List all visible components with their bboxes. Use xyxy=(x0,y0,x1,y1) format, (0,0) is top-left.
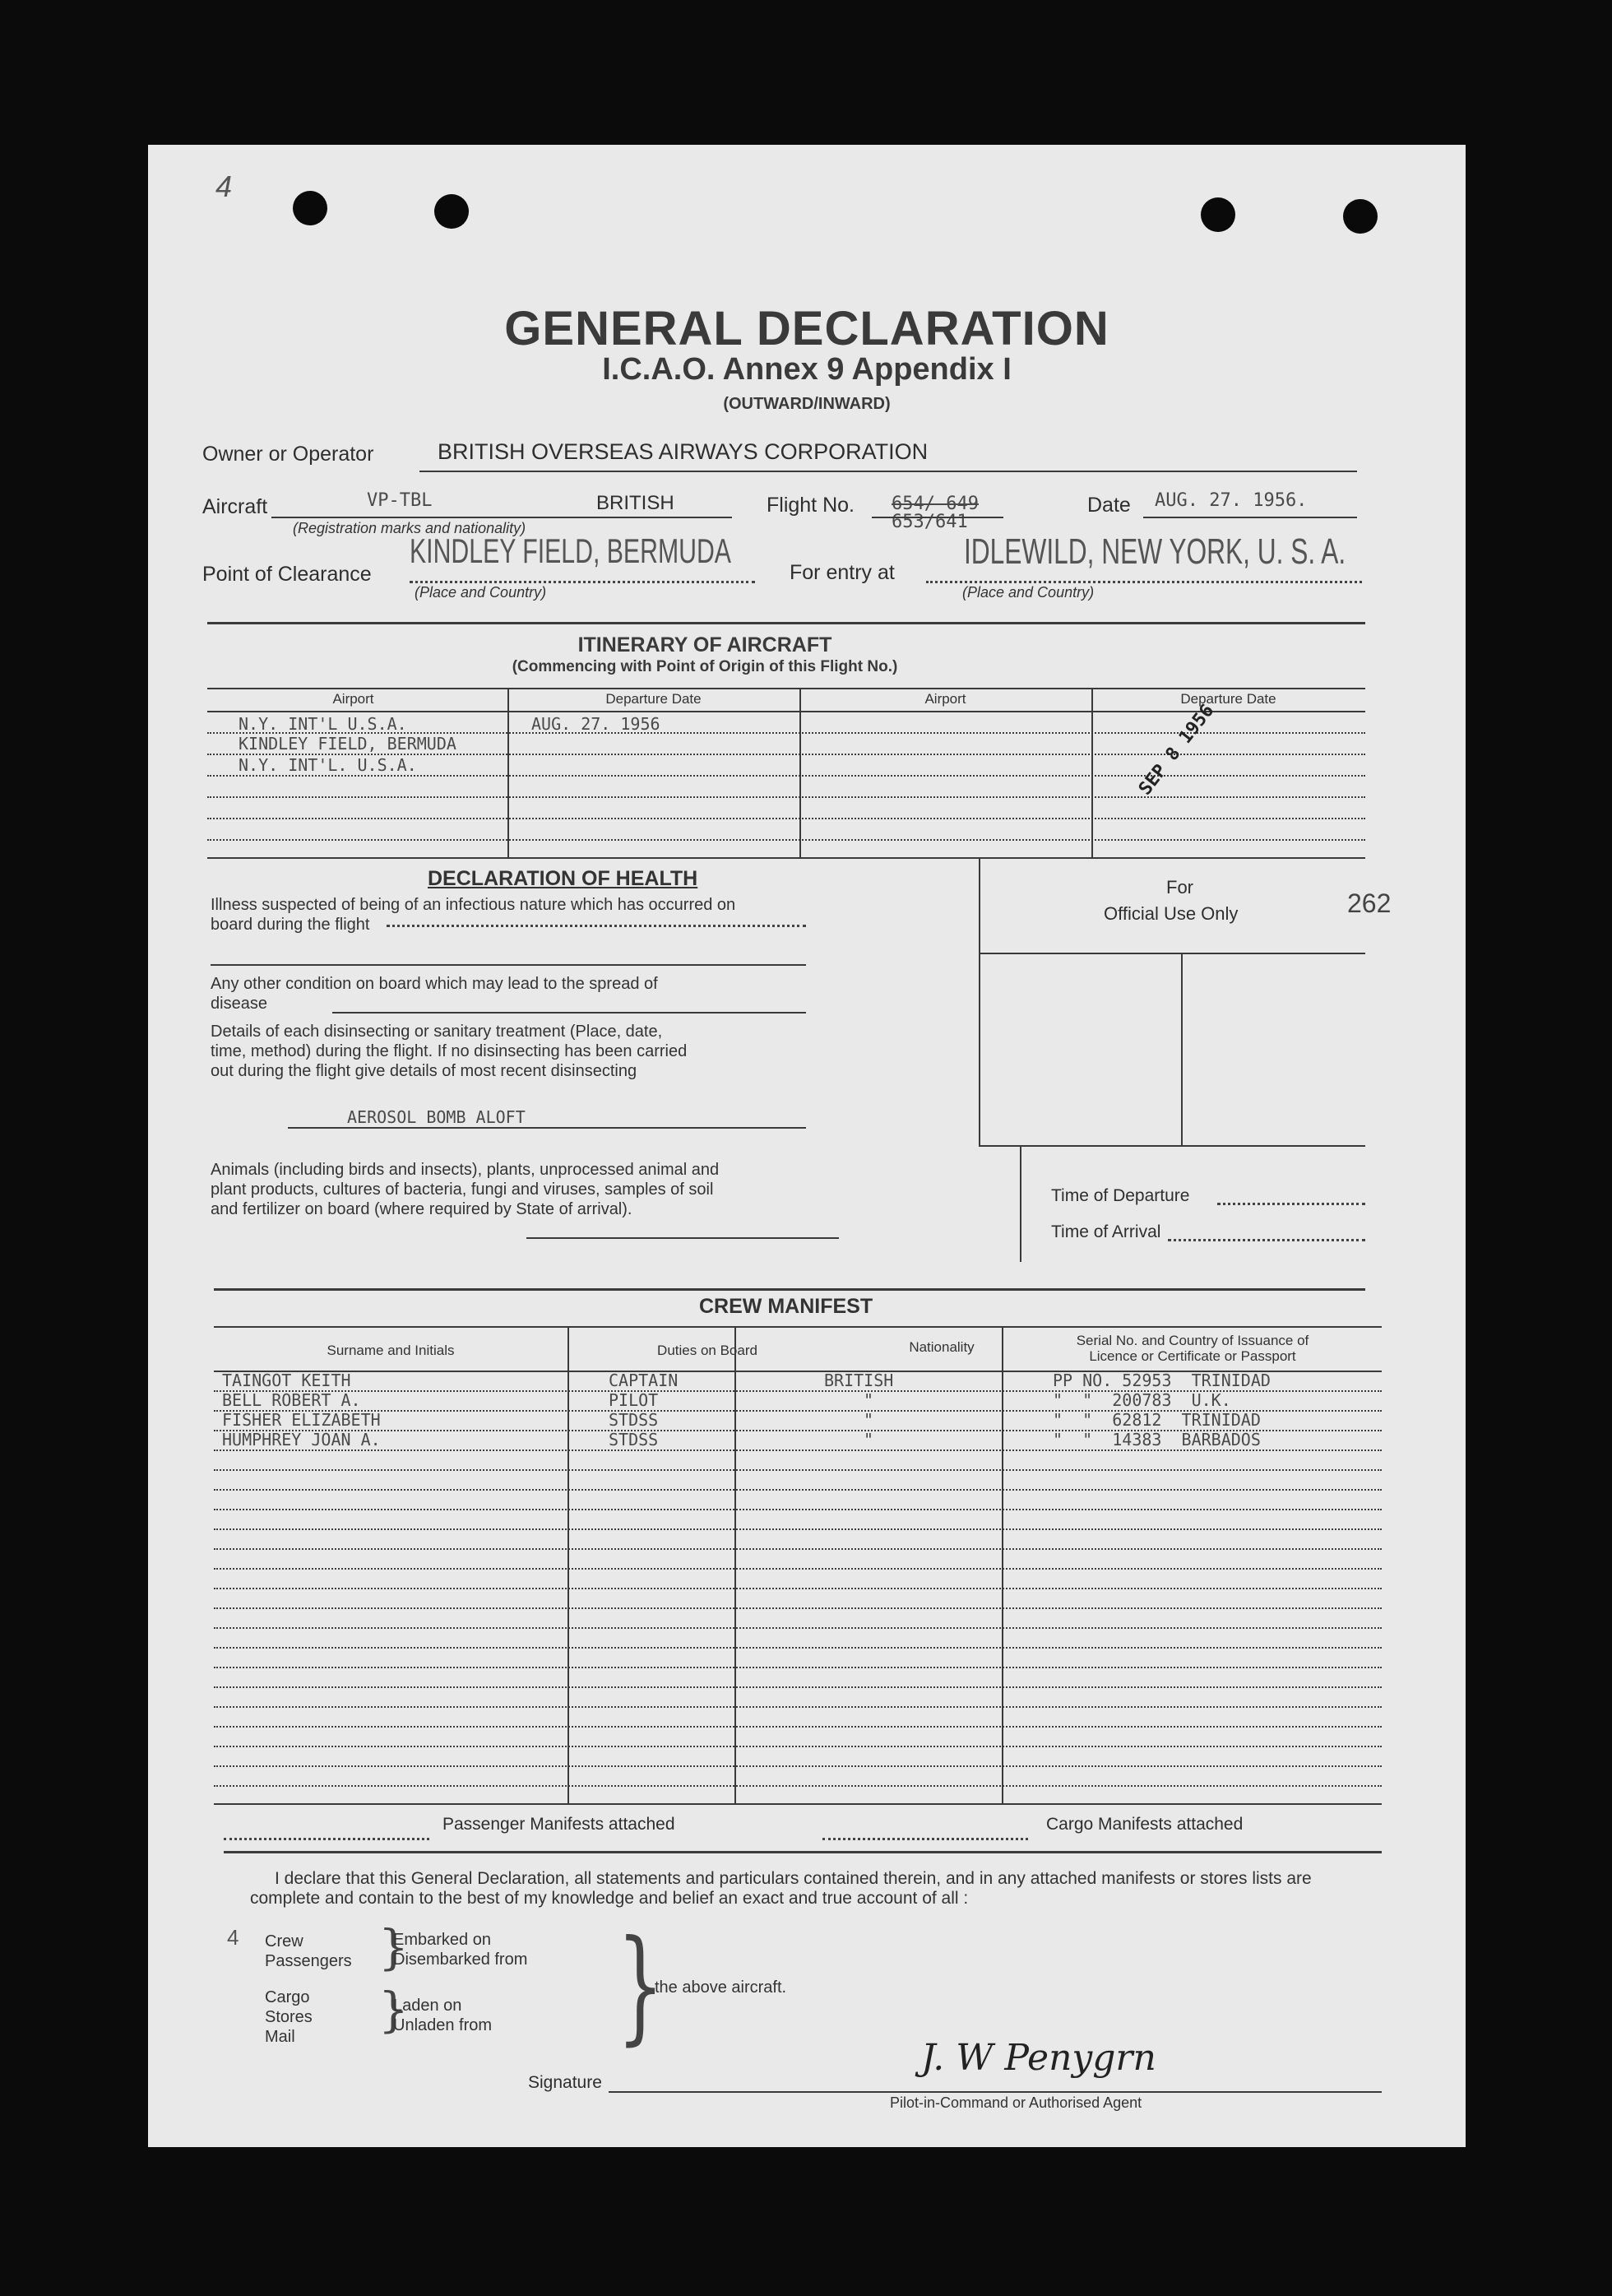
crew-row-line xyxy=(214,1449,1382,1451)
passenger-manifest-line xyxy=(224,1838,429,1840)
crew-duty: STDSS xyxy=(609,1430,659,1449)
itinerary-airport: N.Y. INT'L. U.S.A. xyxy=(239,755,417,775)
clearance-hint: (Place and Country) xyxy=(415,584,547,601)
form-subtitle: I.C.A.O. Annex 9 Appendix I xyxy=(602,352,1012,387)
entry-line xyxy=(926,581,1362,583)
crew-nationality: " xyxy=(864,1390,874,1410)
health-illness: Illness suspected of being of an infectious nature which has occurred on board during the flight xyxy=(211,896,736,934)
date-value: AUG. 27. 1956. xyxy=(1155,490,1308,511)
itinerary-subtitle: (Commencing with Point of Origin of this Flight No.) xyxy=(512,658,898,675)
crew-nationality: " xyxy=(864,1410,874,1430)
crew-row-line xyxy=(214,1726,1382,1728)
entry-value: IDLEWILD, NEW YORK, U. S. A. xyxy=(964,531,1346,572)
punch-hole xyxy=(1343,199,1378,234)
owner-label: Owner or Operator xyxy=(202,443,374,466)
crew-row-line xyxy=(214,1568,1382,1570)
crew-nationality: BRITISH xyxy=(824,1371,894,1390)
crew-row-line xyxy=(214,1509,1382,1510)
crew-duty: PILOT xyxy=(609,1390,659,1410)
itinerary-col-divider xyxy=(507,688,509,857)
mail-word: Mail xyxy=(265,2028,295,2046)
crew-col-divider xyxy=(567,1326,569,1803)
itinerary-col-header: Airport xyxy=(332,691,374,707)
clearance-line xyxy=(410,581,755,583)
crew-row-line xyxy=(214,1765,1382,1767)
crew-name: BELL ROBERT A. xyxy=(222,1390,361,1410)
signature-line xyxy=(609,2091,1382,2093)
crew-col-header: Duties on Board xyxy=(657,1343,757,1358)
cargo-word: Cargo xyxy=(265,1988,310,2006)
departure-time-label: Time of Departure xyxy=(1051,1186,1190,1205)
flight-number: 653/641 xyxy=(892,512,968,532)
itinerary-airport: N.Y. INT'L U.S.A. xyxy=(239,714,407,734)
cargo-manifests: Cargo Manifests attached xyxy=(1046,1815,1244,1834)
form-title: GENERAL DECLARATION xyxy=(504,302,1109,355)
direction-label: (OUTWARD/INWARD) xyxy=(723,395,891,413)
passenger-manifests: Passenger Manifests attached xyxy=(442,1815,675,1834)
crew-row-line xyxy=(214,1469,1382,1471)
flight-label: Flight No. xyxy=(767,494,855,517)
date-line xyxy=(1143,517,1357,518)
itinerary-top-line xyxy=(207,688,1365,689)
top-mark: 4 xyxy=(215,169,233,203)
crew-row-line xyxy=(214,1667,1382,1668)
animals-text: Animals (including birds and insects), plants, unprocessed animal and plant products, cultures of bacteria, fungi and viruses, samples of soil and fertilizer on board (where required by State of arrival). xyxy=(211,1161,720,1218)
outer-brace: } xyxy=(617,1914,665,2057)
crew-duty: CAPTAIN xyxy=(609,1371,679,1390)
aircraft-line xyxy=(271,517,732,518)
crew-name: TAINGOT KEITH xyxy=(222,1371,351,1390)
passengers-word: Passengers xyxy=(265,1952,352,1970)
crew-col-divider xyxy=(734,1326,736,1803)
declaration-form xyxy=(148,145,1466,2147)
crew-top-line xyxy=(214,1326,1382,1328)
crew-serial: " " 62812 TRINIDAD xyxy=(1053,1410,1261,1430)
crew-bottom-line xyxy=(214,1803,1382,1805)
crew-duty: STDSS xyxy=(609,1410,659,1430)
health-disinsecting: Details of each disinsecting or sanitary treatment (Place, date, time, method) during the flight. If no disinsecting has been carried out during the flight give details of most recent disinsecting xyxy=(211,1023,688,1080)
animals-line xyxy=(526,1237,839,1239)
unladen-word: Unladen from xyxy=(393,2016,493,2034)
crew-col-divider xyxy=(1002,1326,1003,1803)
signature-label: Signature xyxy=(528,2073,602,2092)
aircraft-label: Aircraft xyxy=(202,495,268,518)
punch-hole xyxy=(1201,197,1235,232)
stores-word: Stores xyxy=(265,2008,313,2026)
crew-row-line xyxy=(214,1548,1382,1550)
crew-row-line xyxy=(214,1588,1382,1589)
official-bottom-line xyxy=(979,1145,1365,1147)
cargo-manifest-line xyxy=(822,1838,1028,1840)
received-stamp: SEP 8 1956 xyxy=(1135,700,1219,800)
official-number: 262 xyxy=(1347,888,1392,918)
disembarked-word: Disembarked from xyxy=(393,1950,528,1969)
itinerary-col-divider xyxy=(799,688,801,857)
official-line xyxy=(979,953,1365,954)
itinerary-row-line xyxy=(207,839,1365,841)
punch-hole xyxy=(293,191,327,225)
crew-row-line xyxy=(214,1528,1382,1530)
itinerary-bottom-line xyxy=(207,857,1365,859)
crew-word: Crew xyxy=(265,1932,303,1950)
punch-hole xyxy=(434,194,469,229)
crew-row-line xyxy=(214,1647,1382,1649)
cargo-brace: } xyxy=(378,1982,409,2038)
crew-nationality: " xyxy=(864,1430,874,1449)
times-box-left xyxy=(1020,1145,1021,1262)
crew-serial: " " 200783 U.K. xyxy=(1053,1390,1231,1410)
signature: J. W Penygrn xyxy=(921,2037,1156,2079)
entry-label: For entry at xyxy=(790,561,895,584)
clearance-value: KINDLEY FIELD, BERMUDA xyxy=(410,531,731,570)
official-box-left xyxy=(979,857,980,1145)
crew-serial: " " 14383 BARBADOS xyxy=(1053,1430,1261,1449)
entry-hint: (Place and Country) xyxy=(962,584,1095,601)
crew-col-header: Serial No. and Country of Issuance of Licence or Certificate or Passport xyxy=(1076,1333,1309,1364)
health-other: Any other condition on board which may lead to the spread of disease xyxy=(211,975,658,1013)
crew-count: 4 xyxy=(227,1925,239,1950)
crew-brace: } xyxy=(378,1919,409,1975)
arrival-time-label: Time of Arrival xyxy=(1051,1222,1161,1241)
divider xyxy=(224,1851,1382,1853)
health-line xyxy=(387,925,806,927)
departure-time-line xyxy=(1217,1203,1365,1205)
disinsecting-value: AEROSOL BOMB ALOFT xyxy=(347,1107,526,1127)
health-line xyxy=(211,964,806,966)
itinerary-col-divider xyxy=(1091,688,1093,857)
crew-row-line xyxy=(214,1686,1382,1688)
crew-row-line xyxy=(214,1746,1382,1747)
crew-row-line xyxy=(214,1785,1382,1787)
itinerary-airport: KINDLEY FIELD, BERMUDA xyxy=(239,734,456,754)
owner-line xyxy=(419,471,1357,472)
crew-col-header: Nationality xyxy=(909,1339,975,1355)
crew-name: HUMPHREY JOAN A. xyxy=(222,1430,381,1449)
itinerary-col-header: Airport xyxy=(924,691,966,707)
itinerary-row-line xyxy=(207,818,1365,819)
itinerary-row-line xyxy=(207,775,1365,777)
crew-col-header: Surname and Initials xyxy=(327,1343,455,1358)
registration-hint: (Registration marks and nationality) xyxy=(293,520,526,536)
laden-word: Laden on xyxy=(393,1997,462,2015)
flight-line xyxy=(872,517,1003,518)
crew-name: FISHER ELIZABETH xyxy=(222,1410,381,1430)
aircraft-nationality: BRITISH xyxy=(596,492,674,514)
crew-title: CREW MANIFEST xyxy=(699,1295,873,1318)
clearance-label: Point of Clearance xyxy=(202,563,372,586)
owner-value: BRITISH OVERSEAS AIRWAYS CORPORATION xyxy=(438,439,929,464)
official-for: For xyxy=(1166,877,1193,898)
date-label: Date xyxy=(1087,494,1131,517)
itinerary-row-line xyxy=(207,796,1365,798)
flight-struck: 654/ 649 xyxy=(892,494,979,514)
signature-caption: Pilot-in-Command or Authorised Agent xyxy=(890,2094,1142,2111)
official-label: Official Use Only xyxy=(1104,903,1239,924)
embarked-word: Embarked on xyxy=(393,1931,491,1949)
arrival-time-line xyxy=(1168,1239,1365,1241)
crew-row-line xyxy=(214,1627,1382,1629)
health-line xyxy=(332,1012,806,1013)
crew-serial: PP NO. 52953 TRINIDAD xyxy=(1053,1371,1271,1390)
crew-row-line xyxy=(214,1489,1382,1491)
itinerary-title: ITINERARY OF AIRCRAFT xyxy=(577,633,832,656)
declaration-text: I declare that this General Declaration, all statements and particulars contained therein, and in any attached manifests or stores lists are complete and contain to the best of my knowledge and belief an exact and true account of all : xyxy=(250,1869,1312,1908)
itinerary-date: AUG. 27. 1956 xyxy=(531,714,660,734)
itinerary-col-header: Departure Date xyxy=(1180,691,1276,707)
divider xyxy=(207,622,1365,624)
divider xyxy=(214,1288,1365,1291)
official-divider xyxy=(1181,953,1183,1145)
itinerary-col-header: Departure Date xyxy=(605,691,702,707)
aircraft-registration: VP-TBL xyxy=(367,490,433,511)
crew-row-line xyxy=(214,1706,1382,1708)
health-title: DECLARATION OF HEALTH xyxy=(428,867,698,890)
health-line xyxy=(288,1127,806,1129)
above-aircraft: the above aircraft. xyxy=(655,1978,787,1997)
crew-row-line xyxy=(214,1607,1382,1609)
